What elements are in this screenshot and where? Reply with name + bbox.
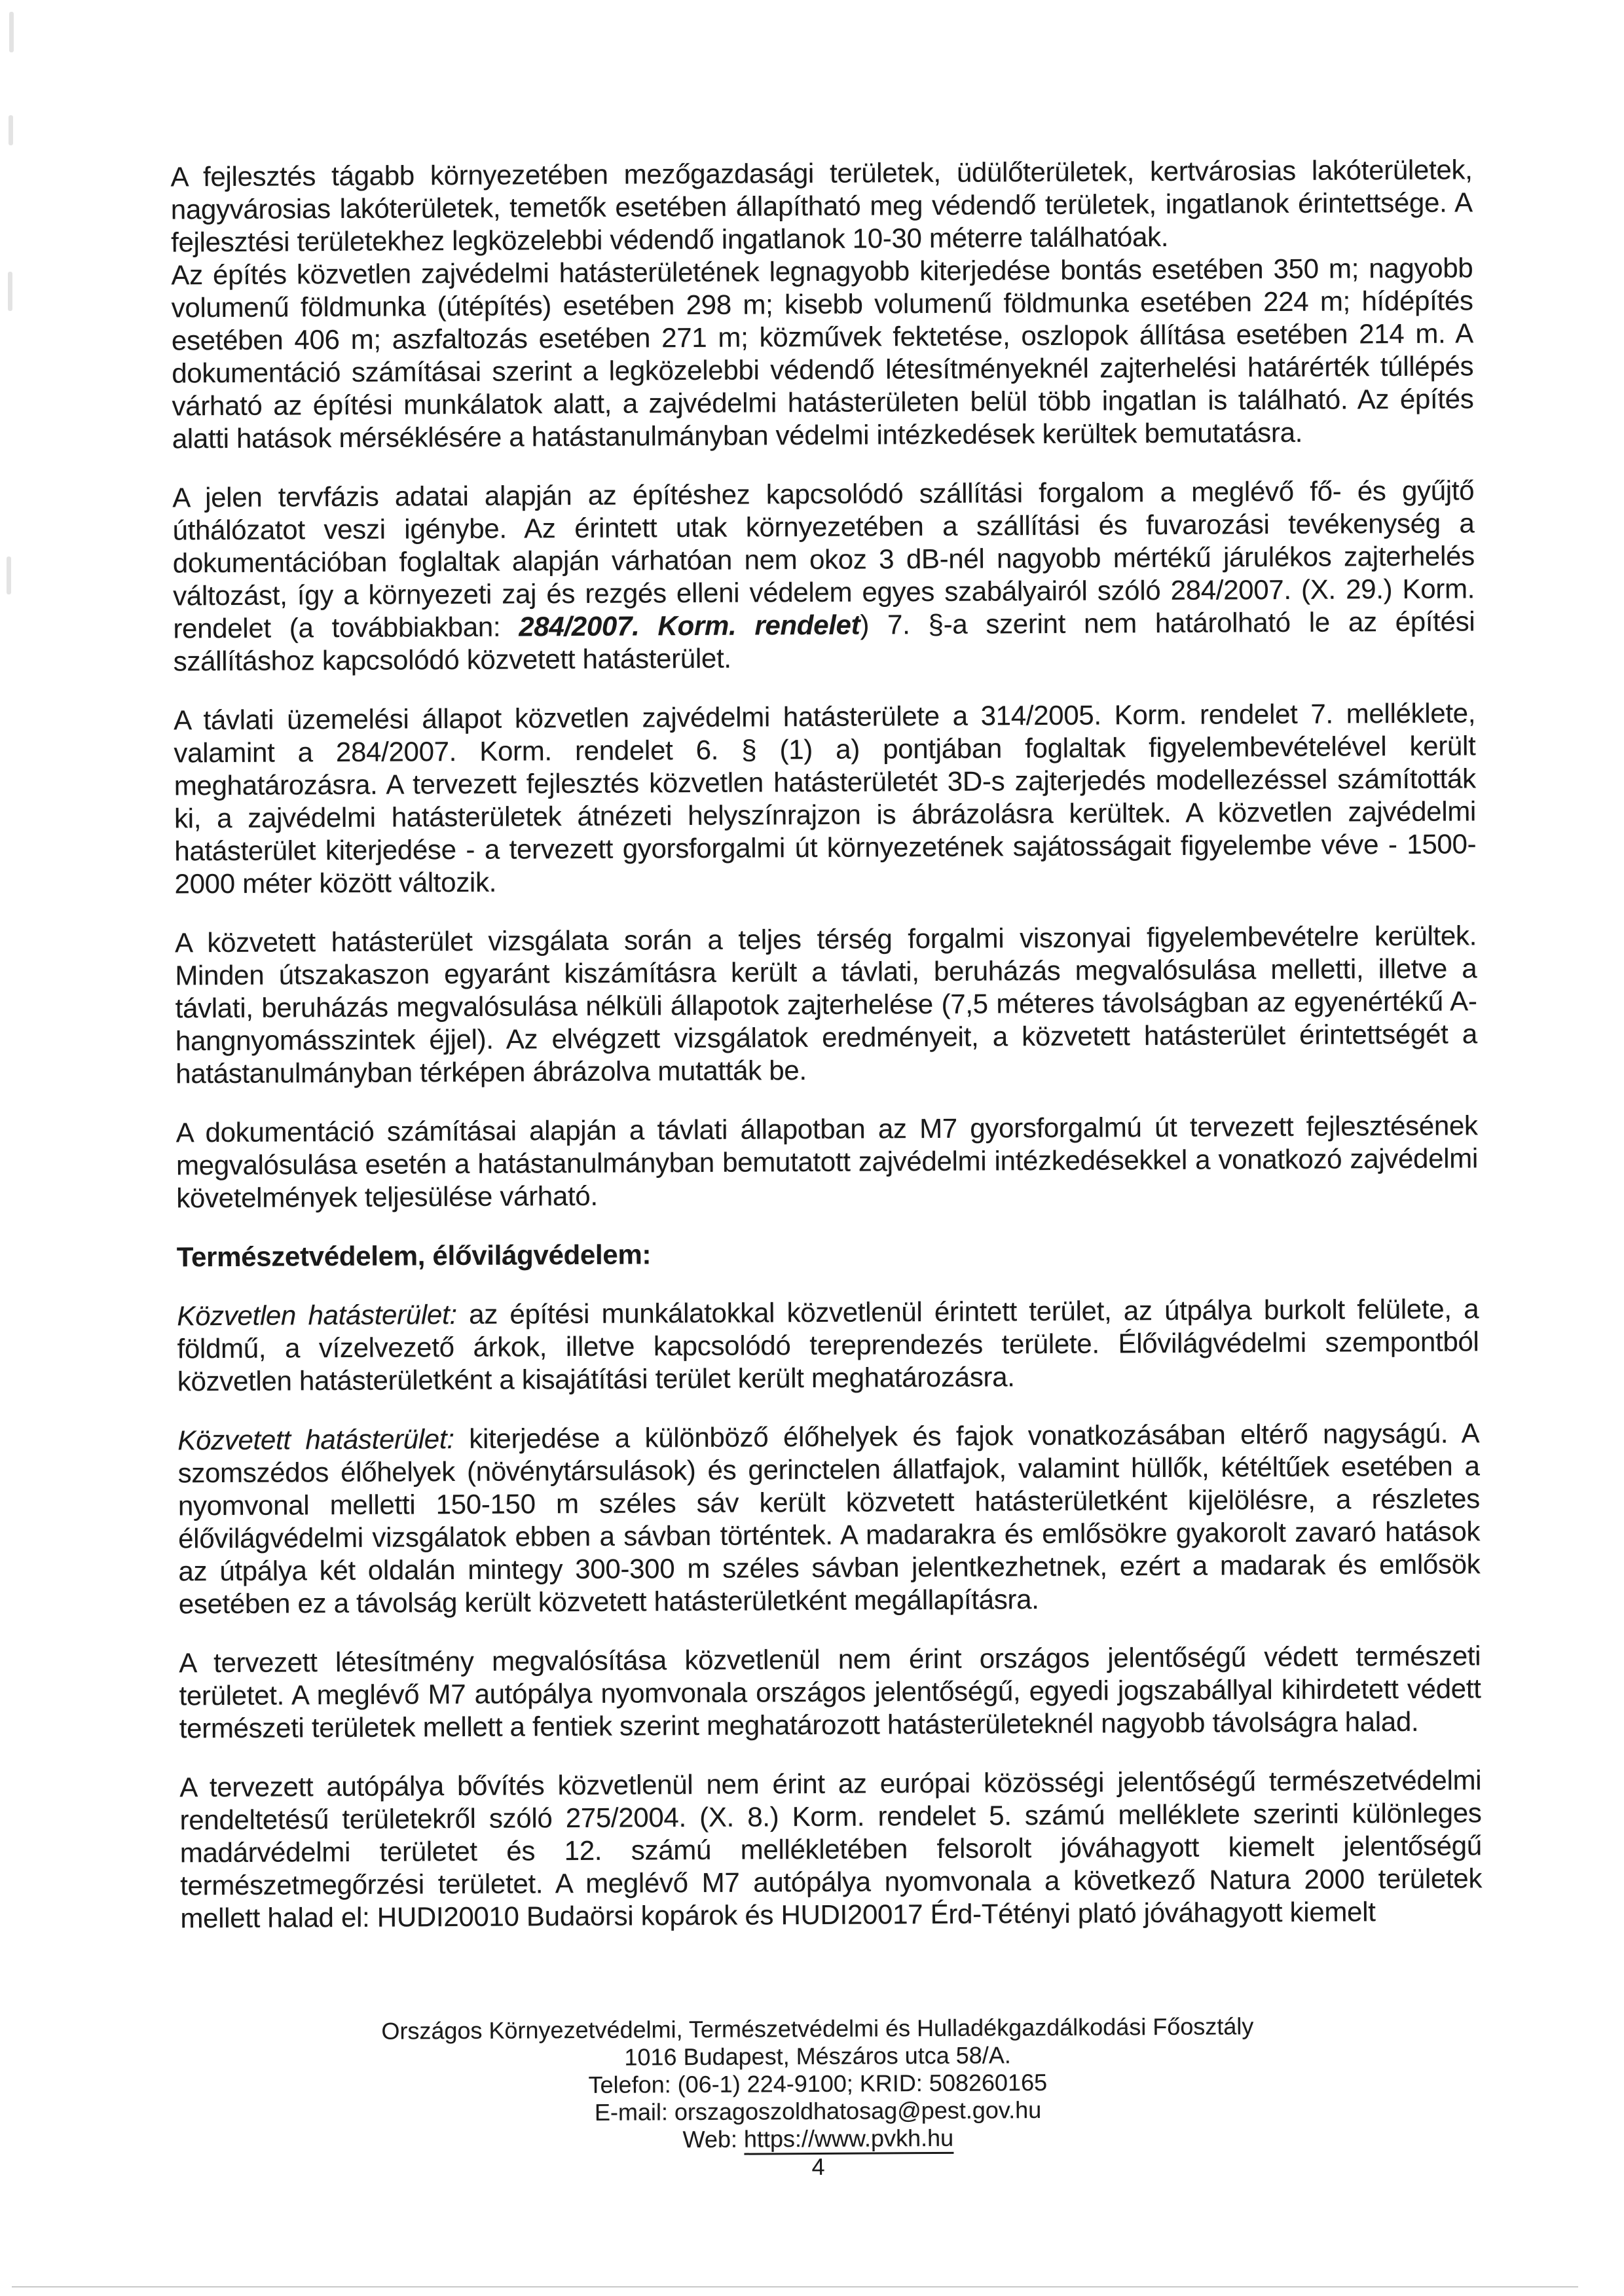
para-text: A távlati üzemelési állapot közvetlen zajvédelmi hatásterülete a 314/2005. Korm. rendelet 7. melléklete, valamint a 284/2007. Korm. rendelet 6. § (1) a) pontjában foglaltak figyelembevételével került meghatározásra. A tervezett fejlesztés közvetlen hatásterületét 3D-s zajterjedés modellezéssel számították ki, a zajvédelmi hatásterületek átnézeti helyszínrajzon is ábrázolásra kerültek. A közvetlen zajvédelmi hatásterület kiterjedése - a tervezett gyorsforgalmi út környezetének sajátosságait figyelembe véve - 1500-2000 méter között változik. (174, 697, 1477, 900)
para-construction-noise-area (171, 251, 1474, 455)
footer-department: Országos Környezetvédelmi, Természetvédelmi és Hulladékgazdálkodási Főosztály (381, 2013, 1254, 2045)
document-footer (5, 2011, 1624, 2185)
para-text: A jelen tervfázis adatai alapján az építéshez kapcsolódó szállítási forgalom a meglévő fő- és gyűjtő úthálózatot veszi igénybe. Az érintett utak környezetében a szállítási és fuvarozási tevékenység a dokumentációban foglaltak alapján várhatóan nem okoz 3 dB-nél nagyobb mértékű járulékos zajterhelés változást, így a környezeti zaj és rezgés elleni védelem egyes szabályairól szóló 284/2007. (X. 29.) Korm. rendelet (a továbbiakban: (172, 475, 1475, 644)
heading-nature-protection: Természetvédelem, élővilágvédelem: (176, 1239, 652, 1273)
footer-email: E-mail: orszagoszoldhatosag@pest.gov.hu (594, 2096, 1042, 2126)
para-protected-natural-areas (179, 1639, 1481, 1745)
legal-reference-bold: 284/2007. Korm. rendelet (519, 609, 860, 642)
web-link[interactable]: https://www.pvkh.hu (744, 2124, 953, 2155)
para-protected-properties (170, 153, 1473, 259)
para-text: Az építés közvetlen zajvédelmi hatásterületének legnagyobb kiterjedése bontás esetében 350 m; nagyobb volumenű földmunka (útépítés) esetében 298 m; kisebb volumenű földmunka esetében 224 m; hídépítés esetében 406 m; aszfaltozás esetében 271 m; közművek fektetése, oszlopok állítása esetében 214 m. A dokumentáció számításai szerint a legközelebbi védendő létesítményeknél zajterhelési határérték túllépés várható az építési munkálatok alatt, a zajvédelmi hatásterületen belül több ingatlan is található. Az építés alatti hatások mérséklésére a hatástanulmányban védelmi intézkedések kerültek bemutatásra. (171, 252, 1474, 454)
para-text: A fejlesztés tágabb környezetében mezőgazdasági területek, üdülőterületek, kertvárosias lakóterületek, nagyvárosias lakóterületek, temetők esetében állapítható meg védendő területek, ingatlanok érintettsége. A fejlesztési területekhez legközelebbi védendő ingatlanok 10-30 méterre találhatóak. (170, 154, 1473, 258)
para-transport-traffic-noise (172, 474, 1475, 678)
scan-artifact-left-1 (9, 12, 14, 52)
scan-artifact-bottom-line (12, 2286, 1578, 2287)
para-operational-noise-area (174, 697, 1477, 900)
scan-artifact-left-4 (7, 556, 11, 594)
para-m7-noise-compliance (176, 1109, 1479, 1214)
para-text: az építési munkálatokkal közvetlenül érintett terület, az útpálya burkolt felülete, a földmű, a vízelvezető árkok, illetve kapcsolódó tereprendezés területe. Élővilágvédelmi szempontból közvetlen hatásterületként a kisajátítási terület került meghatározásra. (177, 1293, 1479, 1397)
scan-artifact-left-2 (9, 115, 13, 145)
para-indirect-impact-area (177, 1417, 1481, 1620)
para-natura-2000-areas (179, 1764, 1482, 1935)
para-indirect-area-study (175, 919, 1477, 1090)
para-direct-impact-area (177, 1292, 1479, 1398)
para-text: A közvetett hatásterület vizsgálata során a teljes térség forgalmi viszonyai figyelembevételre kerültek. Minden útszakaszon egyaránt kiszámításra került a távlati, beruházás megvalósulása melletti, illetve a távlati, beruházás megvalósulása nélküli állapotok zajterhelése (7,5 méteres távolságban az egyenértékű A-hangnyomásszintek éjjel). Az elvégzett vizsgálatok eredményeit, a közvetett hatásterület érintettségét a hatástanulmányban térképen ábrázolva mutatták be. (174, 920, 1478, 1089)
term-indirect-impact: Közvetett hatásterület: (177, 1423, 454, 1456)
para-text: A tervezett létesítmény megvalósítása közvetlenül nem érint országos jelentőségű védett természeti területet. A meglévő M7 autópálya nyomvonala országos jelentőségű, egyedi jogszabállyal kihirdetett védett természeti területek mellett a fentiek szerint meghatározott hatásterületeknél nagyobb távolságra halad. (179, 1640, 1481, 1744)
para-text: kiterjedése a különböző élőhelyek és fajok vonatkozásában eltérő nagyságú. A szomszédos élőhelyek (növénytársulások) és gerinctelen állatfajok, valamint hüllők, kétéltűek esetében a nyomvonal melletti 150-150 m széles sáv került közvetett hatásterületként kijelölésre, a részletes élővilágvédelmi vizsgálatok ebben a sávban történtek. A madarakra és emlősökre gyakorolt zavaró hatások az útpálya két oldalán mintegy 300-300 m széles sávban jelentkezhetnek, ezért a madarak és emlősök esetében ez a távolság került közvetett hatásterületként megállapításra. (177, 1417, 1481, 1620)
para-text: ) 7. §-a szerint nem határolható le az építési szállításhoz kapcsolódó közvetett hatásterület. (173, 606, 1475, 677)
term-direct-impact: Közvetlen hatásterület: (177, 1299, 457, 1332)
footer-phone: Telefon: (06-1) 224-9100; KRID: 508260165 (588, 2069, 1048, 2098)
para-text: A dokumentáció számításai alapján a távlati állapotban az M7 gyorsforgalmú út tervezett fejlesztésének megvalósulása esetén a hatástanulmányban bemutatott zajvédelmi intézkedésekkel a vonatkozó zajvédelmi követelmények teljesülése várható. (175, 1110, 1479, 1214)
web-label: Web: (682, 2125, 745, 2153)
footer-address: 1016 Budapest, Mészáros utca 58/A. (624, 2041, 1011, 2071)
document-body (170, 153, 1482, 1961)
page-number: 4 (811, 2153, 825, 2181)
para-text: A tervezett autópálya bővítés közvetlenül nem érint az európai közösségi jelentőségű természetvédelmi rendeltetésű területekről szóló 275/2004. (X. 8.) Korm. rendelet 5. számú melléklete szerinti különleges madárvédelmi területet és 12. számú mellékletében felsorolt jóváhagyott kiemelt jelentőségű természetmegőrzési területet. A meglévő M7 autópálya nyomvonala a következő Natura 2000 területek mellett halad el: HUDI20010 Budaörsi kopárok és HUDI20017 Érd-Tétényi plató jóváhagyott kiemelt (179, 1764, 1483, 1934)
scan-artifact-left-3 (8, 272, 12, 311)
